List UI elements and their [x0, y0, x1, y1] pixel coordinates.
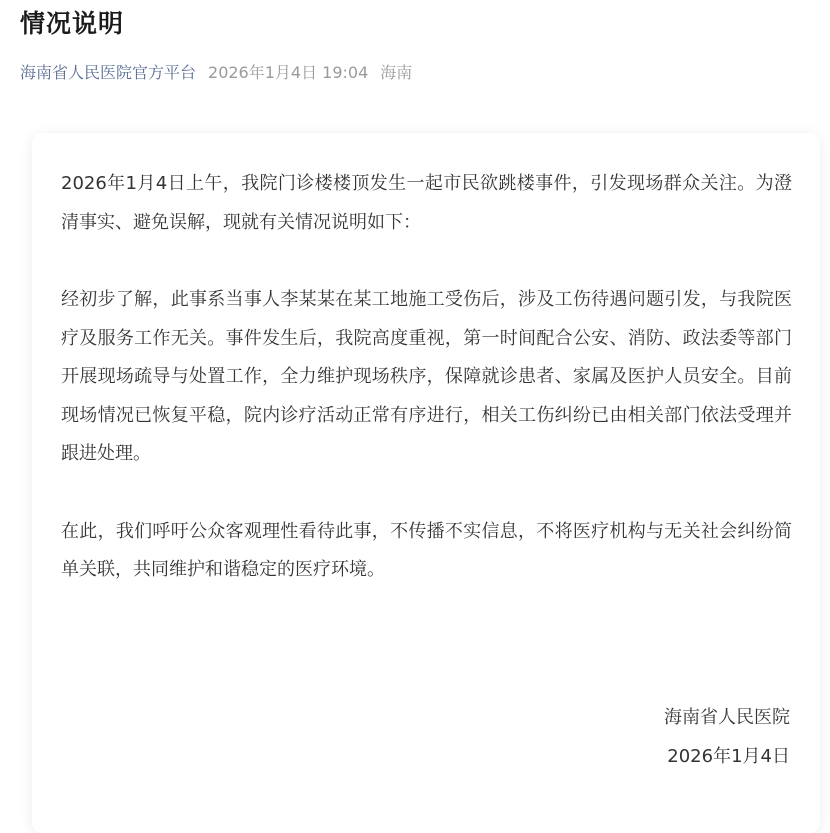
article-title: 情况说明	[20, 9, 125, 38]
paragraph: 经初步了解，此事系当事人李某某在某工地施工受伤后，涉及工伤待遇问题引发，与我院医疗及服务工作无关。事件发生后，我院高度重视，第一时间配合公安、消防、政法委等部门开展现场疏导与处置工作，全力维护现场秩序，保障就诊患者、家属及医护人员安全。目前现场情况已恢复平稳，院内诊疗活动正常有序进行，相关工伤纠纷已由相关部门依法受理并跟进处理。	[61, 289, 792, 464]
paragraph: 2026年1月4日上午，我院门诊楼楼顶发生一起市民欲跳楼事件，引发现场群众关注。为澄清事实、避免误解，现就有关情况说明如下：	[61, 173, 792, 233]
paragraph: 在此，我们呼吁公众客观理性看待此事，不传播不实信息，不将医疗机构与无关社会纠纷简单关联，共同维护和谐稳定的医疗环境。	[61, 520, 792, 580]
article-meta	[20, 61, 412, 85]
account-name-link[interactable]: 海南省人民医院官方平台	[20, 63, 197, 82]
publish-time: 2026年1月4日 19:04	[208, 63, 369, 82]
article-body	[61, 165, 792, 629]
signature-block	[664, 699, 790, 776]
publish-region: 海南	[380, 63, 413, 82]
signature-org: 海南省人民医院	[664, 707, 790, 728]
content-card	[32, 133, 820, 833]
signature-date: 2026年1月4日	[667, 745, 790, 767]
